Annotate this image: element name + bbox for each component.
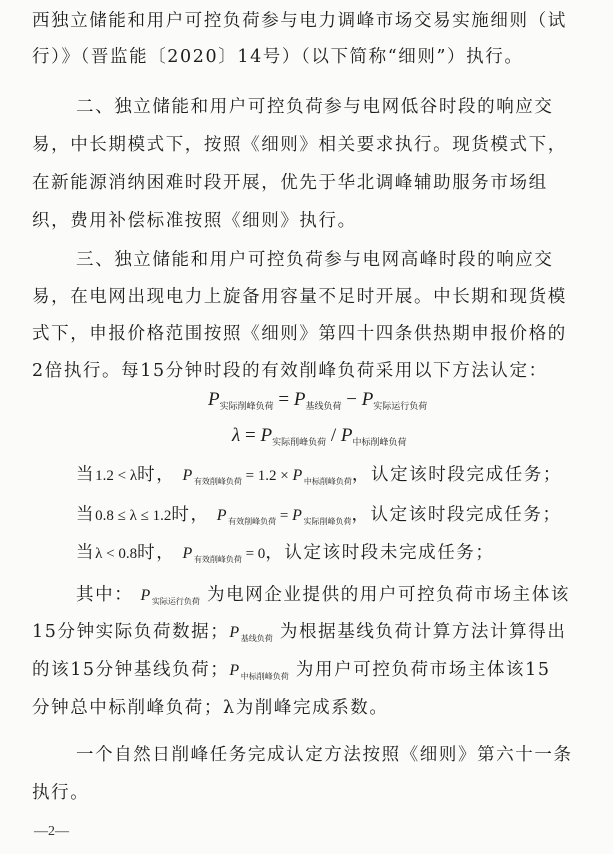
definition-line-3: 的该15分钟基线负荷；$P_{中标削峰负荷}$ 为用户可控负荷市场主体该15 [32,660,551,681]
text-line: 易，中长期模式下，按照《细则》相关要求执行。现货模式下， [32,135,567,155]
definition-line-4: 分钟总中标削峰负荷；λ为削峰完成系数。 [32,698,389,718]
definition-line-1: 其中： $P_{实际运行负荷}$ 为电网企业提供的用户可控负荷市场主体该 [76,585,570,606]
text-line: 二、独立储能和用户可控负荷参与电网低谷时段的响应交 [76,97,554,117]
text-line: 执行。 [32,783,90,803]
formula-peak-shaving: $P_{实际削峰负荷} = P_{基线负荷} - P_{实际运行负荷}$ [208,389,428,412]
condition-line-2: 当0.8 ≤ λ ≤ 1.2时， $P_{有效削峰负荷} = P_{实际削峰负荷}$，认定该时段完成任务； [76,505,562,526]
text-line: 式下，申报价格范围按照《细则》第四十四条供热期申报价格的 [32,324,567,344]
text-line: 一个自然日削峰任务完成认定方法按照《细则》第六十一条 [76,745,573,765]
text-line: 行）》（晋监能〔2020〕14号）（以下简称“细则”）执行。 [32,47,524,67]
text-line: 2倍执行。每15分钟时段的有效削峰负荷采用以下方法认定： [32,361,548,381]
condition-line-1: 当1.2 < λ时， $P_{有效削峰负荷} = 1.2 \times P_{中标削峰负荷}$，认定该时段完成任务； [76,465,562,486]
text-line: 在新能源消纳困难时段开展，优先于华北调峰辅助服务市场组 [32,173,548,193]
formula-lambda: $\lambda = P_{实际削峰负荷} / P_{中标削峰负荷}$ [232,425,407,448]
text-line: 易，在电网出现电力上旋备用容量不足时开展。中长期和现货模 [32,287,567,307]
text-line: 织，费用补偿标准按照《细则》执行。 [32,211,357,231]
text-line: 西独立储能和用户可控负荷参与电力调峰市场交易实施细则（试 [32,11,567,31]
definition-line-2: 15分钟实际负荷数据；$P_{基线负荷}$ 为根据基线负荷计算方法计算得出 [32,622,567,643]
text-line: 三、独立储能和用户可控负荷参与电网高峰时段的响应交 [76,250,554,270]
condition-line-3: 当λ < 0.8时， $P_{有效削峰负荷} = 0$，认定该时段未完成任务； [76,543,495,564]
page-number: —2— [34,824,69,839]
